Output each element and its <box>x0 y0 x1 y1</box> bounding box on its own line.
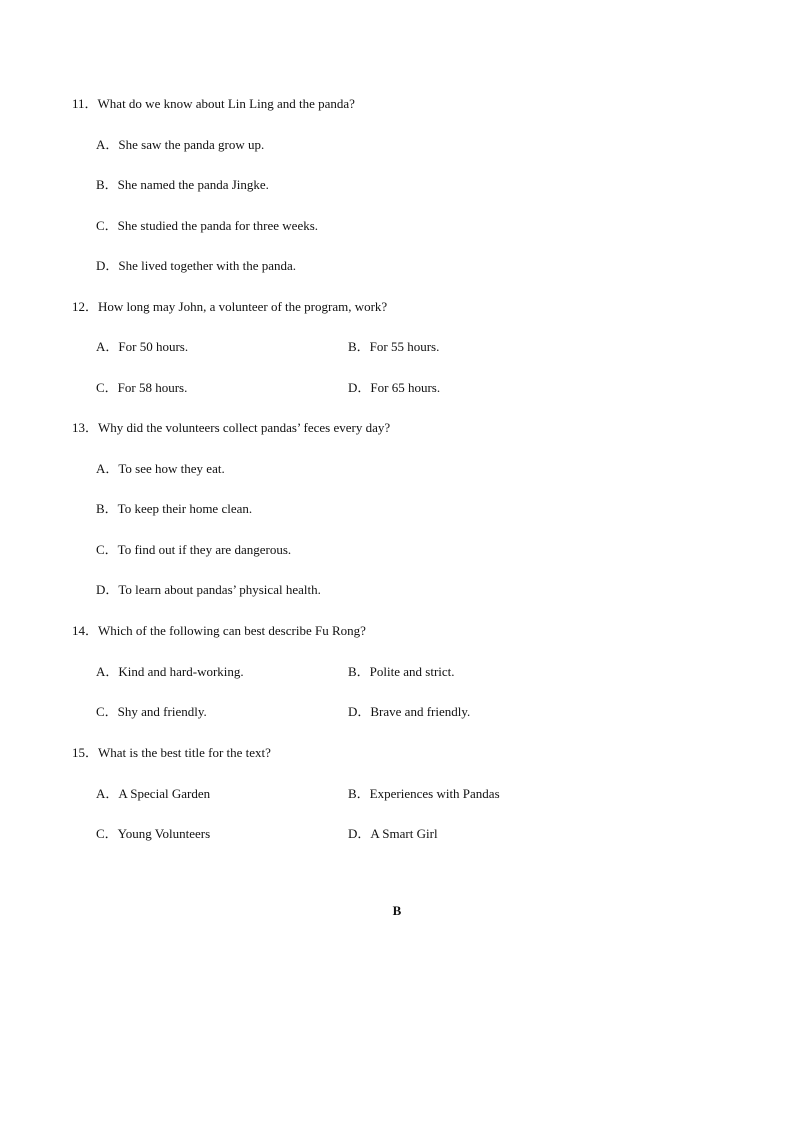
question-15 <box>72 745 271 761</box>
option-15-b <box>348 786 500 802</box>
option-letter: D． <box>96 258 119 273</box>
question-14 <box>72 623 366 639</box>
option-letter: A． <box>96 461 119 476</box>
question-number: 15． <box>72 745 99 760</box>
option-13-a <box>96 461 225 477</box>
option-letter: A． <box>96 786 119 801</box>
option-12-c <box>96 380 187 396</box>
option-13-c <box>96 542 291 558</box>
option-14-a <box>96 664 244 680</box>
option-text: Kind and hard-working. <box>118 664 244 679</box>
option-text: A Special Garden <box>118 786 211 801</box>
option-letter: B． <box>96 177 118 192</box>
question-text: What do we know about Lin Ling and the panda? <box>97 96 355 111</box>
option-15-d <box>348 826 438 842</box>
option-11-c <box>96 218 318 234</box>
option-text: Experiences with Pandas <box>369 786 500 801</box>
option-text: A Smart Girl <box>370 826 438 841</box>
option-letter: C． <box>96 542 118 557</box>
option-11-b <box>96 177 269 193</box>
option-text: To find out if they are dangerous. <box>117 542 292 557</box>
option-13-b <box>96 501 252 517</box>
question-11 <box>72 96 355 112</box>
option-text: To keep their home clean. <box>117 501 253 516</box>
option-letter: D． <box>348 380 371 395</box>
option-text: She named the panda Jingke. <box>117 177 269 192</box>
question-12 <box>72 299 387 315</box>
option-text: For 55 hours. <box>369 339 440 354</box>
option-text: For 58 hours. <box>117 380 188 395</box>
option-letter: C． <box>96 218 118 233</box>
question-text: How long may John, a volunteer of the program, work? <box>98 299 388 314</box>
option-text: To learn about pandas’ physical health. <box>118 582 321 597</box>
option-text: Polite and strict. <box>369 664 455 679</box>
option-text: She lived together with the panda. <box>118 258 297 273</box>
option-12-b <box>348 339 439 355</box>
option-13-d <box>96 582 321 598</box>
option-14-c <box>96 704 207 720</box>
option-letter: C． <box>96 704 118 719</box>
option-letter: B． <box>348 339 370 354</box>
question-number: 13． <box>72 420 99 435</box>
option-12-d <box>348 380 440 396</box>
option-letter: C． <box>96 826 118 841</box>
question-number: 11． <box>72 96 98 111</box>
question-number: 14． <box>72 623 99 638</box>
section-heading: B <box>392 903 402 918</box>
option-14-b <box>348 664 455 680</box>
option-text: For 50 hours. <box>118 339 189 354</box>
option-letter: B． <box>348 786 370 801</box>
option-text: For 65 hours. <box>370 380 441 395</box>
question-text: Why did the volunteers collect pandas’ feces every day? <box>98 420 391 435</box>
option-letter: D． <box>348 704 371 719</box>
option-text: Brave and friendly. <box>370 704 471 719</box>
option-12-a <box>96 339 188 355</box>
option-15-c <box>96 826 210 842</box>
option-11-a <box>96 137 264 153</box>
option-text: Young Volunteers <box>117 826 211 841</box>
option-text: She saw the panda grow up. <box>118 137 265 152</box>
question-text: Which of the following can best describe Fu Rong? <box>98 623 366 638</box>
option-letter: A． <box>96 137 119 152</box>
option-letter: D． <box>96 582 119 597</box>
question-13 <box>72 420 390 436</box>
option-15-a <box>96 786 210 802</box>
option-letter: C． <box>96 380 118 395</box>
question-number: 12． <box>72 299 99 314</box>
option-text: Shy and friendly. <box>117 704 207 719</box>
option-text: To see how they eat. <box>118 461 225 476</box>
option-14-d <box>348 704 470 720</box>
option-11-d <box>96 258 296 274</box>
option-letter: B． <box>96 501 118 516</box>
option-letter: D． <box>348 826 371 841</box>
question-text: What is the best title for the text? <box>98 745 271 760</box>
option-letter: A． <box>96 664 119 679</box>
option-letter: A． <box>96 339 119 354</box>
option-letter: B． <box>348 664 370 679</box>
option-text: She studied the panda for three weeks. <box>117 218 319 233</box>
